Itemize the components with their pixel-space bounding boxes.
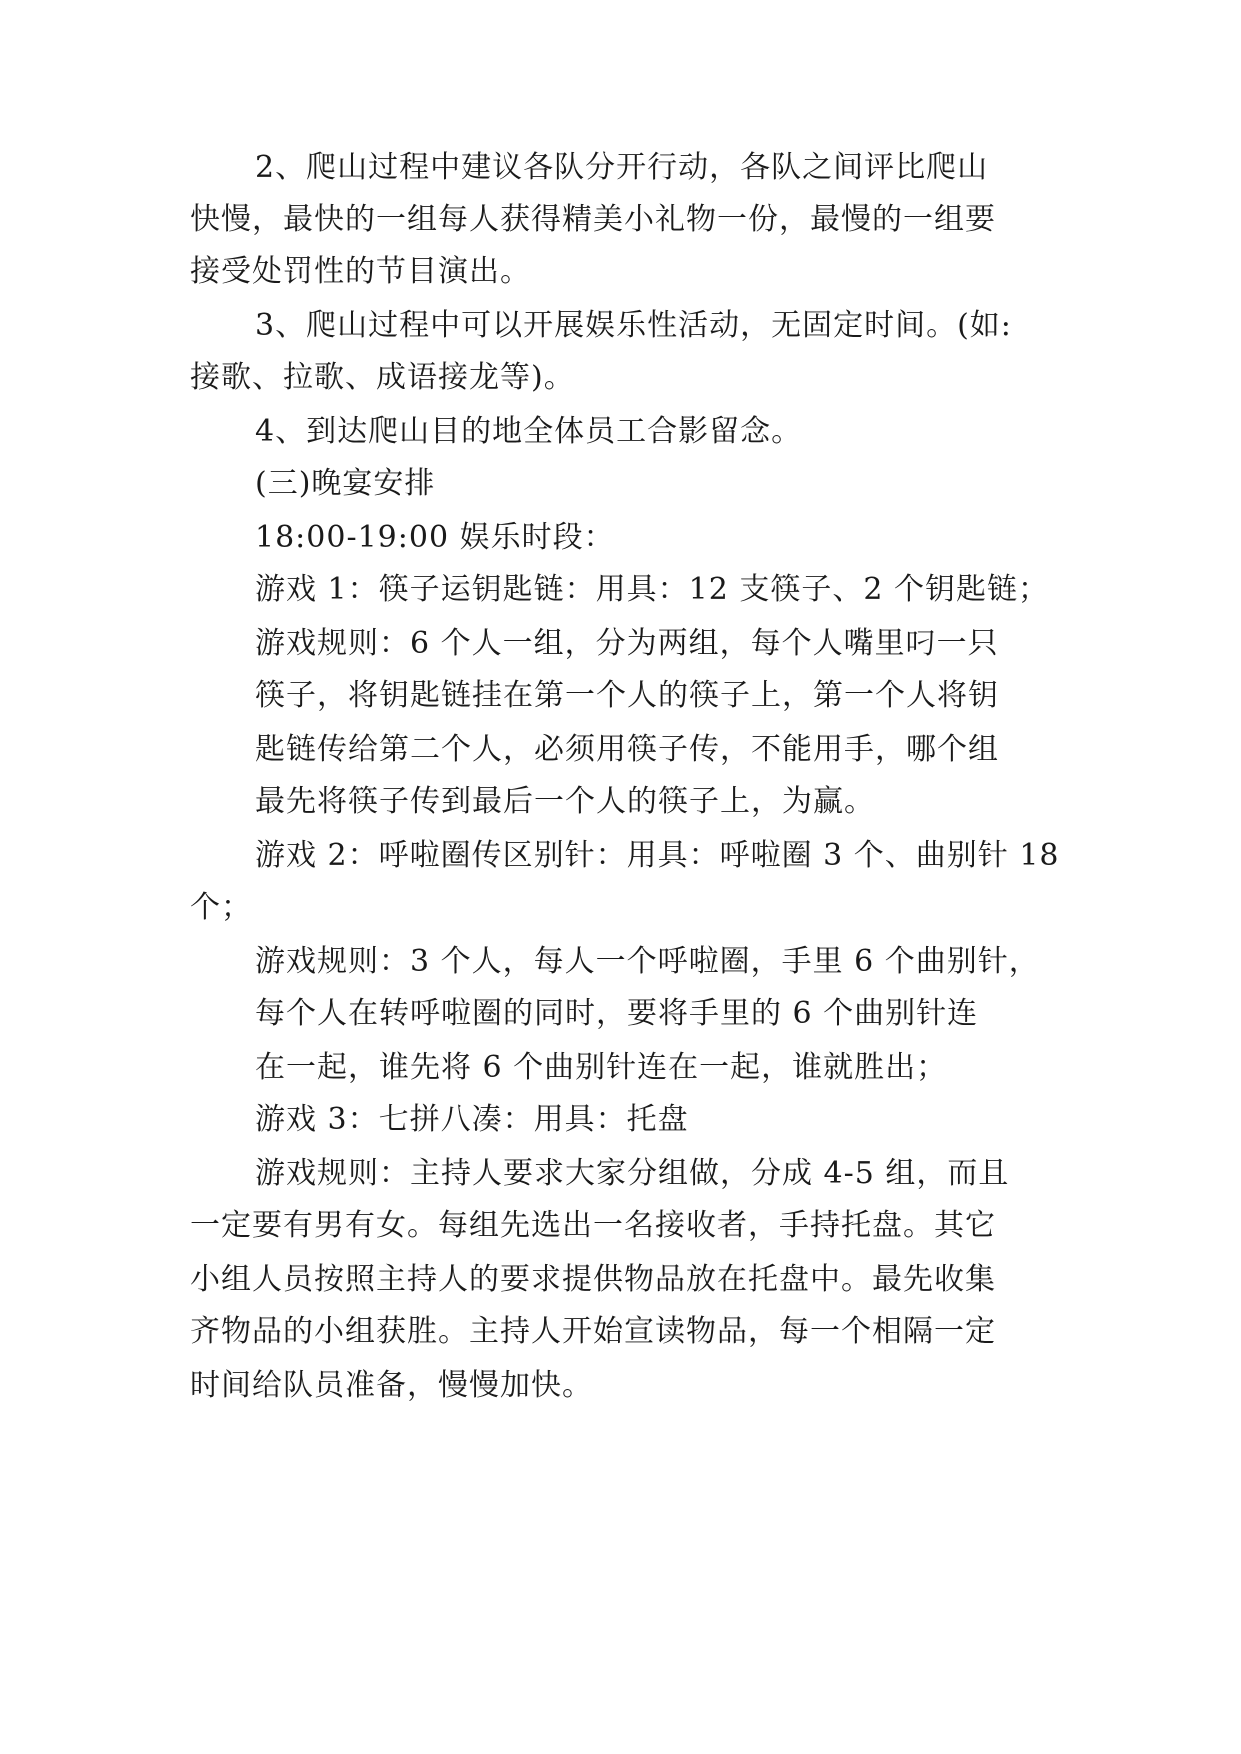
paragraph-line: 18:00-19:00 娱乐时段： [255,520,615,555]
paragraph-line: 时间给队员准备，慢慢加快。 [190,1368,593,1403]
paragraph-line: 接受处罚性的节目演出。 [190,254,531,289]
paragraph-line: 小组人员按照主持人的要求提供物品放在托盘中。最先收集 [190,1262,996,1297]
paragraph-line: 一定要有男有女。每组先选出一名接收者，手持托盘。其它 [190,1208,996,1243]
section-heading: (三)晚宴安排 [255,466,436,501]
paragraph-line: 在一起，谁先将 6 个曲别针连在一起，谁就胜出； [255,1050,948,1085]
paragraph-line: 快慢，最快的一组每人获得精美小礼物一份，最慢的一组要 [190,202,996,237]
paragraph-line: 每个人在转呼啦圈的同时，要将手里的 6 个曲别针连 [255,996,979,1031]
paragraph-line: 2、爬山过程中建议各队分开行动，各队之间评比爬山 [255,150,989,185]
paragraph-line: 匙链传给第二个人，必须用筷子传，不能用手，哪个组 [255,732,999,767]
paragraph-line: 游戏 2：呼啦圈传区别针：用具：呼啦圈 3 个、曲别针 18 [255,838,1060,873]
paragraph-line: 游戏规则：3 个人，每人一个呼啦圈，手里 6 个曲别针， [255,944,1040,979]
paragraph-line: 接歌、拉歌、成语接龙等)。 [190,360,575,395]
paragraph-line: 游戏规则：主持人要求大家分组做，分成 4-5 组，而且 [255,1156,1010,1191]
paragraph-line: 个； [190,890,252,925]
paragraph-line: 游戏 3：七拼八凑：用具：托盘 [255,1102,689,1137]
paragraph-line: 齐物品的小组获胜。主持人开始宣读物品，每一个相隔一定 [190,1314,996,1349]
paragraph-line: 游戏 1：筷子运钥匙链：用具：12 支筷子、2 个钥匙链； [255,572,1049,607]
paragraph-line: 游戏规则：6 个人一组，分为两组，每个人嘴里叼一只 [255,626,999,661]
paragraph-line: 筷子，将钥匙链挂在第一个人的筷子上，第一个人将钥 [255,678,999,713]
paragraph-line: 最先将筷子传到最后一个人的筷子上，为赢。 [255,784,875,819]
paragraph-line: 4、到达爬山目的地全体员工合影留念。 [255,414,803,449]
paragraph-line: 3、爬山过程中可以开展娱乐性活动，无固定时间。(如: [255,308,1012,343]
